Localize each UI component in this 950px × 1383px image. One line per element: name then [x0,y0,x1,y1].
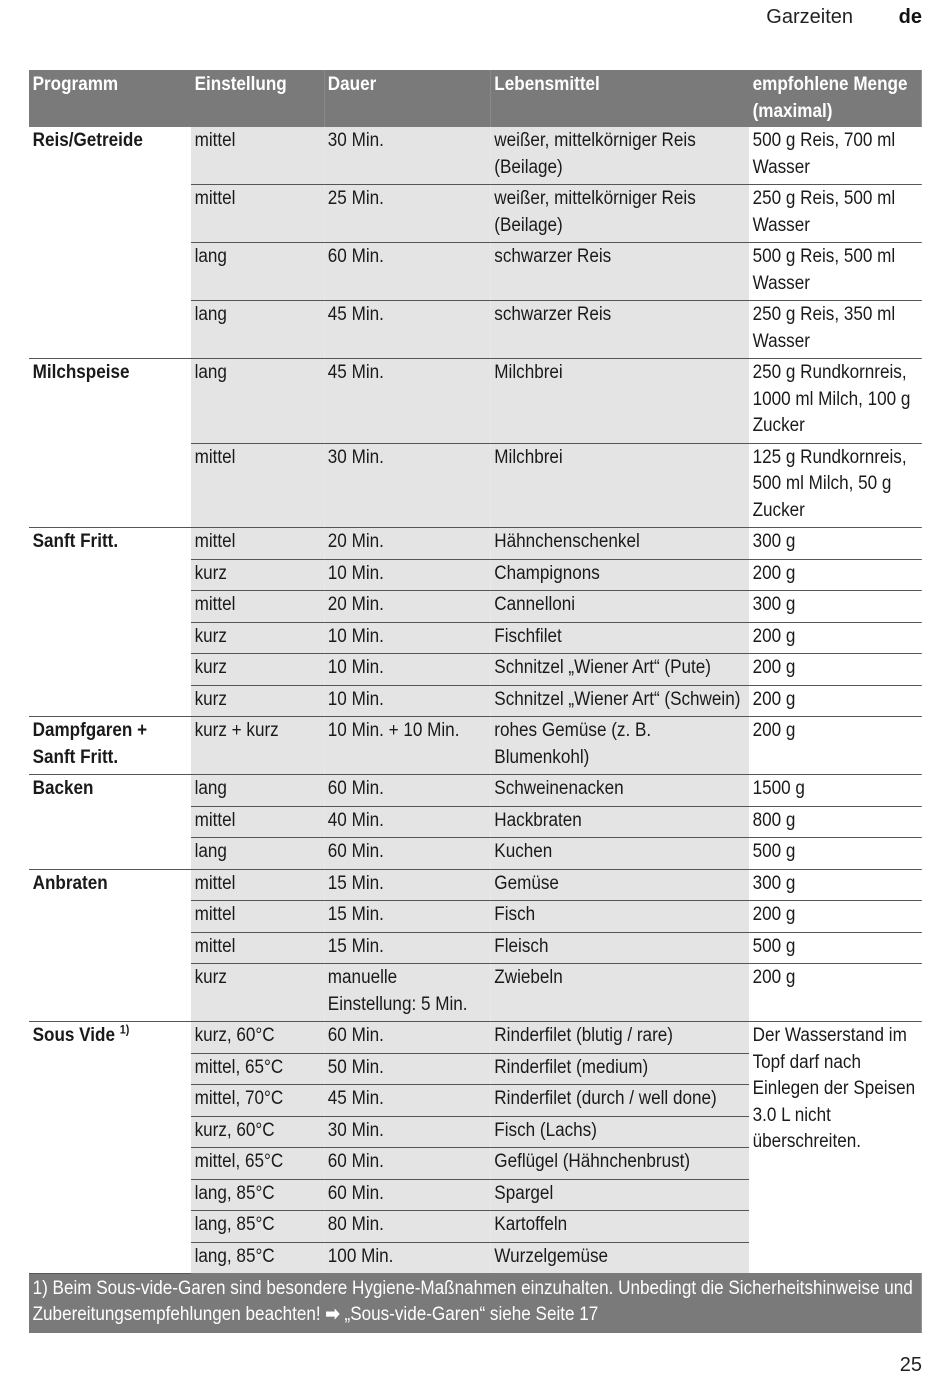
duration-cell: 60 Min. [324,1179,491,1211]
food-cell: Champignons [491,559,749,591]
amount-cell: 800 g [749,806,922,838]
duration-cell: 100 Min. [324,1242,491,1273]
food-cell: Schnitzel „Wiener Art“ (Schwein) [491,685,749,717]
column-header: empfohlene Menge (maximal) [749,70,922,127]
setting-cell: kurz [191,622,324,654]
duration-cell: 60 Min. [324,838,491,870]
amount-cell: 300 g [749,528,922,560]
amount-cell: 1500 g [749,775,922,807]
setting-cell: mittel [191,443,324,528]
program-label: Reis/Getreide [32,130,143,151]
duration-cell: 45 Min. [324,359,491,444]
duration-cell: 40 Min. [324,806,491,838]
duration-cell: 10 Min. [324,559,491,591]
food-cell: Fischfilet [491,622,749,654]
footnote-reference: „Sous-vide-Garen“ siehe Seite 17 [344,1304,599,1325]
duration-cell: 25 Min. [324,185,491,243]
food-cell: Milchbrei [491,359,749,444]
duration-cell: 15 Min. [324,901,491,933]
program-label: Milchspeise [32,362,130,383]
table-row [29,1022,922,1054]
amount-cell: 200 g [749,622,922,654]
food-cell: Hähnchenschenkel [491,528,749,560]
duration-cell: 15 Min. [324,869,491,901]
food-cell: Rinderfilet (blutig / rare) [491,1022,749,1054]
program-label: Backen [32,778,94,799]
amount-cell: 200 g [749,685,922,717]
food-cell: Rinderfilet (durch / well done) [491,1085,749,1117]
duration-cell: manuelle Einstellung: 5 Min. [324,964,491,1022]
setting-cell: lang [191,301,324,359]
food-cell: rohes Gemüse (z. B. Blumenkohl) [491,717,749,775]
footnote [29,1273,922,1333]
amount-cell: 200 g [749,964,922,1022]
amount-cell: 250 g Rundkornreis, 1000 ml Milch, 100 g Zucker [749,359,922,444]
column-header: Einstellung [191,70,324,127]
food-cell: Spargel [491,1179,749,1211]
program-cell [29,127,191,359]
food-cell: weißer, mittelkörniger Reis (Beilage) [491,185,749,243]
setting-cell: kurz + kurz [191,717,324,775]
duration-cell: 30 Min. [324,443,491,528]
food-cell: Wurzelgemüse [491,1242,749,1273]
footnote-marker: 1) [119,1022,130,1037]
table-row [29,869,922,901]
setting-cell: lang, 85°C [191,1211,324,1243]
program-cell [29,775,191,870]
section-title: Garzeiten [766,6,853,28]
amount-cell: 500 g [749,838,922,870]
amount-cell: 300 g [749,869,922,901]
table-row [29,717,922,775]
food-cell: Schweinenacken [491,775,749,807]
program-cell [29,528,191,717]
setting-cell: kurz [191,685,324,717]
amount-cell: 125 g Rundkornreis, 500 ml Milch, 50 g Zucker [749,443,922,528]
duration-cell: 80 Min. [324,1211,491,1243]
amount-cell: 200 g [749,901,922,933]
duration-cell: 45 Min. [324,1085,491,1117]
program-label: Dampfgaren + Sanft Fritt. [32,720,148,768]
setting-cell: lang [191,359,324,444]
program-cell [29,869,191,1022]
amount-cell: 200 g [749,559,922,591]
amount-cell: 300 g [749,591,922,623]
duration-cell: 10 Min. + 10 Min. [324,717,491,775]
setting-cell: lang [191,775,324,807]
food-cell: Hackbraten [491,806,749,838]
duration-cell: 60 Min. [324,1148,491,1180]
setting-cell: kurz, 60°C [191,1022,324,1054]
food-cell: Cannelloni [491,591,749,623]
setting-cell: kurz, 60°C [191,1116,324,1148]
food-cell: Milchbrei [491,443,749,528]
duration-cell: 10 Min. [324,654,491,686]
amount-cell: 250 g Reis, 500 ml Wasser [749,185,922,243]
duration-cell: 30 Min. [324,127,491,185]
amount-cell: 200 g [749,654,922,686]
duration-cell: 60 Min. [324,775,491,807]
amount-cell: 500 g [749,932,922,964]
food-cell: Kuchen [491,838,749,870]
cooking-times-table [29,70,922,1333]
table-row [29,127,922,185]
duration-cell: 10 Min. [324,685,491,717]
footnote-row [29,1273,922,1333]
setting-cell: kurz [191,964,324,1022]
food-cell: Rinderfilet (medium) [491,1053,749,1085]
column-header: Dauer [324,70,491,127]
duration-cell: 60 Min. [324,1022,491,1054]
setting-cell: mittel [191,528,324,560]
setting-cell: mittel [191,591,324,623]
setting-cell: lang, 85°C [191,1242,324,1273]
setting-cell: mittel [191,901,324,933]
food-cell: Fleisch [491,932,749,964]
language-tag: de [898,6,922,28]
duration-cell: 60 Min. [324,243,491,301]
page-number: 25 [899,1354,922,1376]
table-row [29,528,922,560]
duration-cell: 30 Min. [324,1116,491,1148]
amount-cell: 250 g Reis, 350 ml Wasser [749,301,922,359]
food-cell: Zwiebeln [491,964,749,1022]
column-header: Programm [29,70,191,127]
setting-cell: lang [191,243,324,301]
amount-cell: 500 g Reis, 500 ml Wasser [749,243,922,301]
setting-cell: mittel [191,127,324,185]
setting-cell: mittel [191,806,324,838]
program-label: Sous Vide [32,1025,115,1046]
duration-cell: 20 Min. [324,528,491,560]
setting-cell: kurz [191,559,324,591]
amount-cell: 200 g [749,717,922,775]
table-row [29,359,922,444]
duration-cell: 10 Min. [324,622,491,654]
food-cell: schwarzer Reis [491,301,749,359]
table-header-row [29,70,922,127]
setting-cell: lang [191,838,324,870]
food-cell: Fisch [491,901,749,933]
food-cell: weißer, mittelkörniger Reis (Beilage) [491,127,749,185]
setting-cell: mittel, 65°C [191,1053,324,1085]
amount-cell: 500 g Reis, 700 ml Wasser [749,127,922,185]
food-cell: schwarzer Reis [491,243,749,301]
program-cell [29,717,191,775]
setting-cell: lang, 85°C [191,1179,324,1211]
program-cell [29,359,191,528]
table-body [29,127,922,1333]
setting-cell: mittel [191,869,324,901]
duration-cell: 20 Min. [324,591,491,623]
duration-cell: 45 Min. [324,301,491,359]
water-level-note: Der Wasserstand im Topf darf nach Einlegen der Speisen 3.0 L nicht überschreiten. [749,1022,922,1274]
food-cell: Kartoffeln [491,1211,749,1243]
food-cell: Schnitzel „Wiener Art“ (Pute) [491,654,749,686]
setting-cell: kurz [191,654,324,686]
food-cell: Geflügel (Hähnchenbrust) [491,1148,749,1180]
footnote-text: 1) Beim Sous-vide-Garen sind besondere Hygiene-Maßnahmen einzuhalten. Unbedingt die Sicherheitshinweise und Zubereitungsempfehlungen beachten! [32,1277,913,1325]
setting-cell: mittel [191,932,324,964]
duration-cell: 15 Min. [324,932,491,964]
food-cell: Fisch (Lachs) [491,1116,749,1148]
program-label: Sanft Fritt. [32,531,119,552]
setting-cell: mittel, 65°C [191,1148,324,1180]
food-cell: Gemüse [491,869,749,901]
setting-cell: mittel, 70°C [191,1085,324,1117]
arrow-right-icon: ➡ [325,1304,340,1325]
duration-cell: 50 Min. [324,1053,491,1085]
program-cell [29,1022,191,1274]
program-label: Anbraten [32,872,108,894]
column-header: Lebensmittel [491,70,749,127]
table-row [29,775,922,807]
setting-cell: mittel [191,185,324,243]
